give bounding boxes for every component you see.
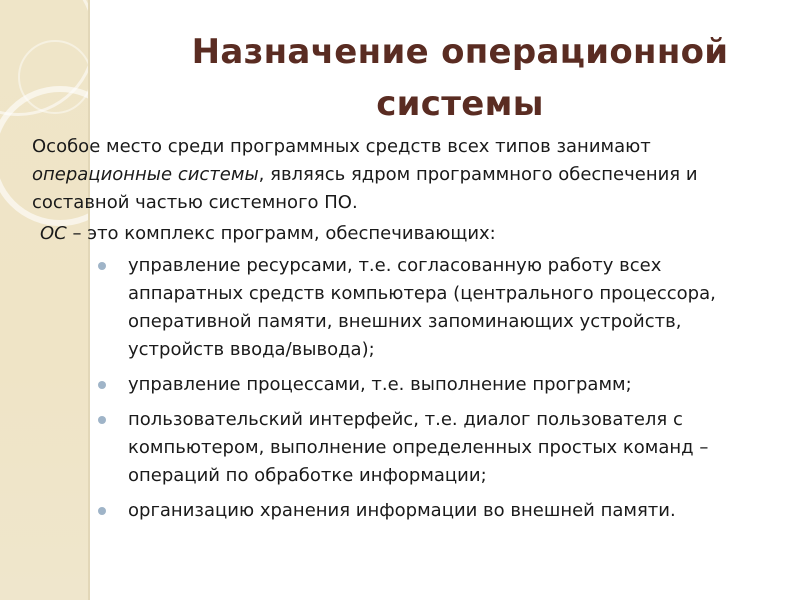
bullet-dot-icon <box>98 381 106 389</box>
bullet-dot-icon <box>98 262 106 270</box>
bullet-dot-icon <box>98 416 106 424</box>
bullet-item <box>32 406 728 490</box>
bullet-list <box>32 252 772 525</box>
bullet-text: пользовательский интерфейс, т.е. диалог пользователя с компьютером, выполнение определенных простых команд – операций по обработке информации; <box>128 409 709 486</box>
intro-text-start: Особое место среди программных средств всех типов занимают <box>32 136 651 157</box>
intro-italic-term: операционные системы <box>32 164 259 185</box>
slide-title-line-1: Назначение операционной <box>191 32 729 72</box>
slide-title <box>120 26 800 130</box>
bullet-item <box>32 252 728 364</box>
bullet-text: организацию хранения информации во внешней памяти. <box>128 500 676 521</box>
intro-paragraph <box>32 133 732 217</box>
slide-title-line-2: системы <box>376 84 544 124</box>
slide-body <box>32 133 772 532</box>
bullet-item <box>32 497 728 525</box>
os-definition-text: – это комплекс программ, обеспечивающих: <box>66 223 496 244</box>
bullet-text: управление процессами, т.е. выполнение программ; <box>128 374 632 395</box>
intro-text-end: , являясь ядром программного обеспечения и составной частью системного ПО. <box>32 164 698 213</box>
bullet-item <box>32 371 728 399</box>
os-abbreviation: ОС <box>40 223 67 244</box>
bullet-text: управление ресурсами, т.е. согласованную работу всех аппаратных средств компьютера (центрального процессора, оперативной памяти, внешних запоминающих устройств, устройств ввода/вывода); <box>128 255 716 360</box>
bullet-dot-icon <box>98 507 106 515</box>
decorative-ring <box>18 40 92 114</box>
os-definition <box>40 220 772 248</box>
